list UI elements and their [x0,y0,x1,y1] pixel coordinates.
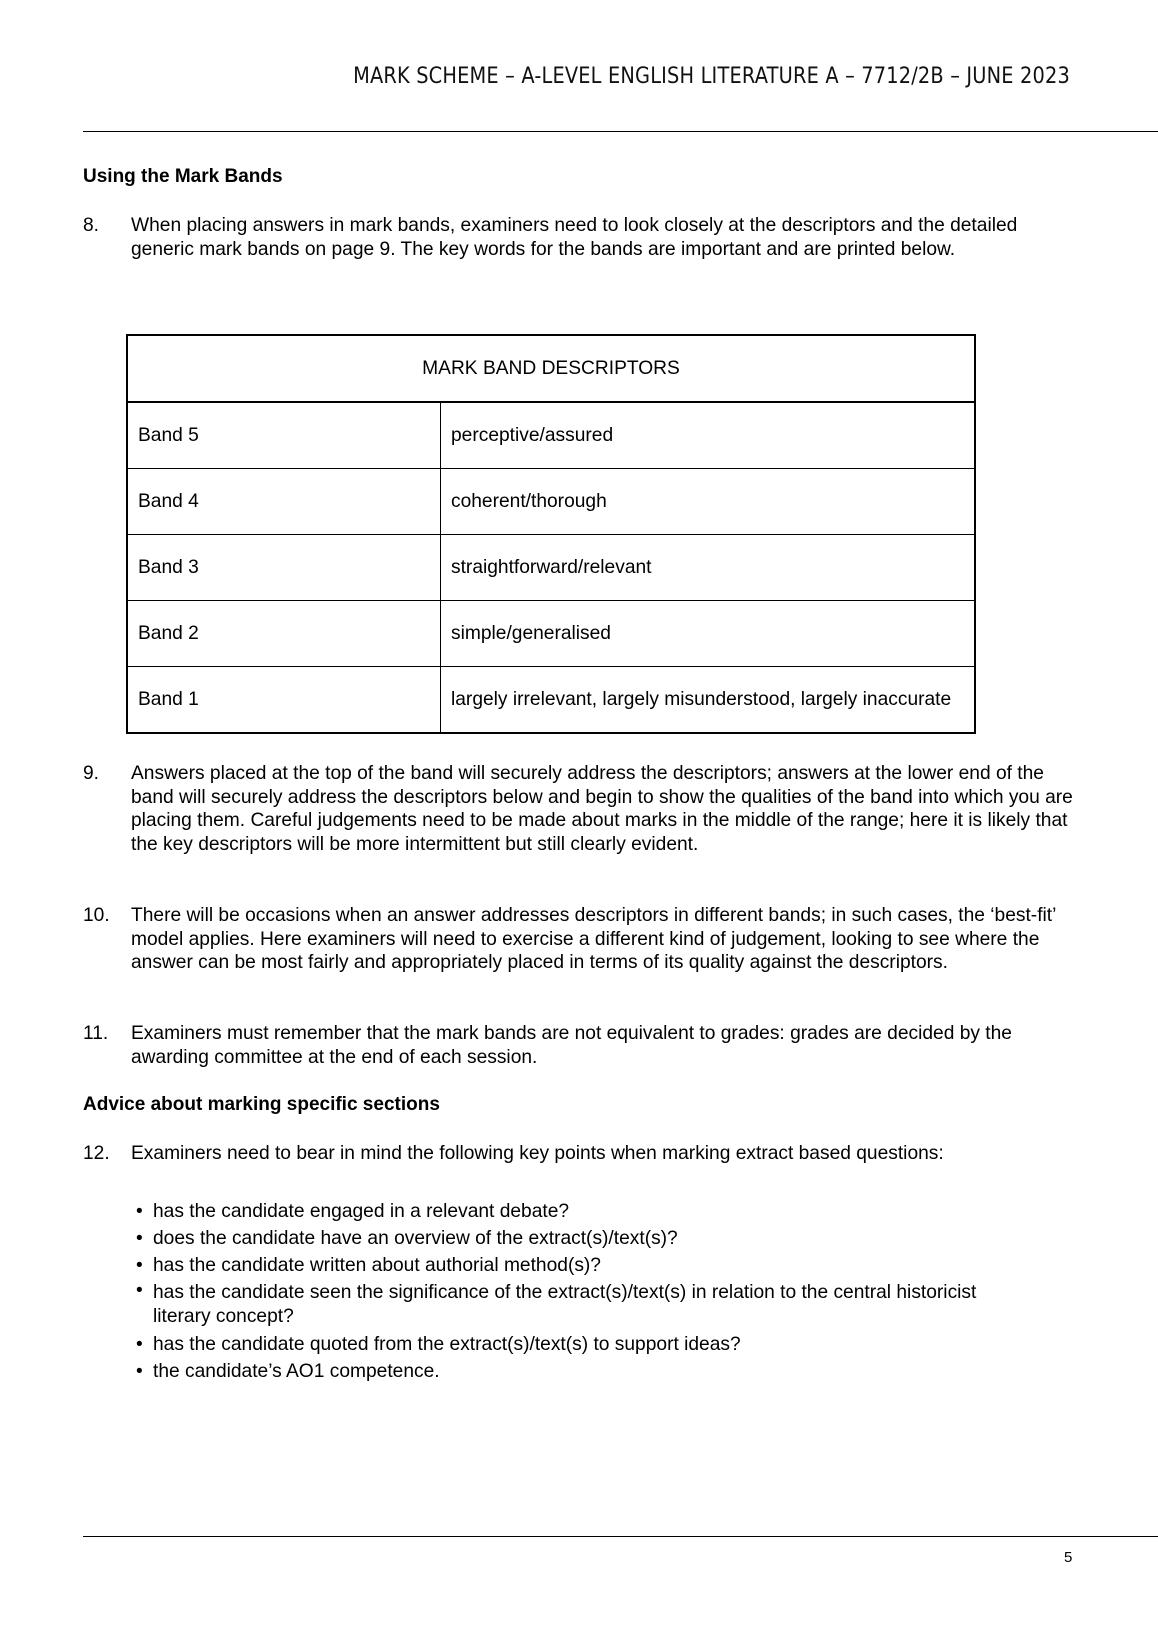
mark-band-descriptors-table [126,334,976,734]
key-points-list [131,1198,1031,1385]
band-cell: Band 5 [127,402,441,469]
table-row [127,535,975,601]
list-item [131,1198,1031,1225]
bullet-icon: • [136,1228,143,1249]
page-number: 5 [1064,1549,1073,1566]
bullet-icon: • [136,1255,143,1276]
list-item [131,1252,1031,1279]
paragraph-text: When placing answers in mark bands, examiners need to look closely at the descriptors and the detailed generic mark bands on page 9. The key words for the bands are important and are printed below. [131,215,1018,260]
descriptor-cell: straightforward/relevant [441,535,976,601]
bullet-icon: • [136,1280,143,1301]
paragraph-number: 11. [83,1023,109,1044]
paragraph-8 [83,214,1073,261]
band-cell: Band 4 [127,469,441,535]
list-item-text: has the candidate engaged in a relevant debate? [153,1201,570,1222]
list-item-text: has the candidate written about authorial method(s)? [153,1255,601,1276]
paragraph-number: 9. [83,763,100,784]
table-row [127,601,975,667]
table-title: MARK BAND DESCRIPTORS [127,335,975,402]
band-cell: Band 1 [127,667,441,734]
list-item-text: the candidate’s AO1 competence. [153,1361,440,1382]
bullet-icon: • [136,1361,143,1382]
list-item [131,1358,1031,1385]
descriptor-cell: perceptive/assured [441,402,976,469]
paragraph-number: 12. [83,1143,110,1164]
list-item [131,1279,1031,1331]
list-item-text: has the candidate quoted from the extract(s)/text(s) to support ideas? [153,1334,741,1355]
paragraph-text: Examiners need to bear in mind the following key points when marking extract based questions: [131,1143,944,1164]
paragraph-9 [83,762,1073,856]
section-heading-mark-bands: Using the Mark Bands [83,166,283,187]
list-item-text: has the candidate seen the significance of the extract(s)/text(s) in relation to the central historicist literary concept? [153,1282,977,1327]
bullet-icon: • [136,1201,143,1222]
paragraph-text: Answers placed at the top of the band will securely address the descriptors; answers at the lower end of the band will securely address the descriptors below and begin to show the qualities of the band into which you are placing them. Careful judgements need to be made about marks in the middle of the range; here it is likely that the key descriptors will be more intermittent but still clearly evident. [131,763,1073,855]
footer-divider [83,1536,1158,1537]
descriptor-cell: largely irrelevant, largely misunderstood, largely inaccurate [441,667,976,734]
paragraph-12 [83,1142,1073,1166]
paragraph-10 [83,904,1073,975]
band-cell: Band 3 [127,535,441,601]
paragraph-number: 8. [83,215,100,236]
section-heading-advice: Advice about marking specific sections [83,1094,440,1115]
document-header-title: MARK SCHEME – A-LEVEL ENGLISH LITERATURE A – 7712/2B – JUNE 2023 [353,64,1071,89]
list-item [131,1331,1031,1358]
table-row [127,667,975,734]
table-row [127,402,975,469]
bullet-icon: • [136,1334,143,1355]
header-divider [83,131,1158,132]
paragraph-number: 10. [83,905,110,926]
paragraph-text: Examiners must remember that the mark bands are not equivalent to grades: grades are decided by the awarding committee at the end of each session. [131,1023,1012,1068]
paragraph-11 [83,1022,1073,1069]
descriptor-cell: coherent/thorough [441,469,976,535]
table-row [127,469,975,535]
list-item [131,1225,1031,1252]
list-item-text: does the candidate have an overview of the extract(s)/text(s)? [153,1228,678,1249]
descriptor-cell: simple/generalised [441,601,976,667]
band-cell: Band 2 [127,601,441,667]
paragraph-text: There will be occasions when an answer addresses descriptors in different bands; in such cases, the ‘best-fit’ model applies. Here examiners will need to exercise a different kind of judgement, looking to see where the answer can be most fairly and appropriately placed in terms of its quality against the descriptors. [131,905,1056,973]
